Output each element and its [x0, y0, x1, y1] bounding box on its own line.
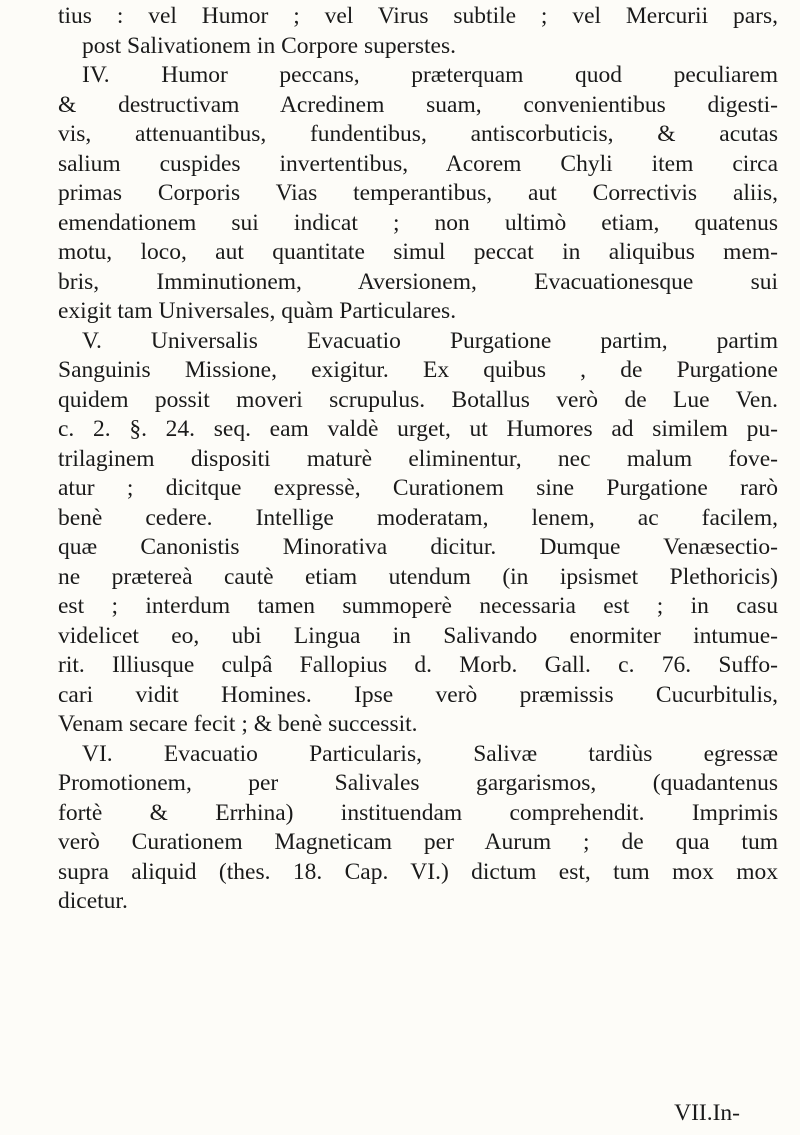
text-line: emendationem sui indicat ; non ultimò etiam, quatenus: [58, 209, 778, 236]
text-line: exigit tam Universales, quàm Particulares.: [58, 298, 457, 324]
text-line: atur ; dicitque expressè, Curationem sine Purgatione rarò: [58, 475, 778, 501]
text-line: motu, loco, aut quantitate simul peccat in aliquibus mem-: [58, 239, 778, 265]
text-line: quidem possit moveri scrupulus. Botallus verò de Lue Ven.: [58, 386, 778, 413]
text-line: bris, Imminutionem, Aversionem, Evacuationesque sui: [58, 268, 778, 295]
body-text: [58, 2, 778, 917]
text-line: post Salivationem in Corpore superstes.: [82, 32, 456, 59]
text-line: dicetur.: [58, 888, 128, 914]
text-line: c. 2. §. 24. seq. eam valdè urget, ut Humores ad similem pu-: [58, 416, 778, 442]
text-line: benè cedere. Intellige moderatam, lenem, ac facilem,: [58, 504, 778, 531]
text-line: Sanguinis Missione, exigitur. Ex quibus , de Purgatione: [58, 357, 778, 383]
text-line: trilaginem dispositi maturè eliminentur, nec malum fove-: [58, 445, 778, 472]
text-line: videlicet eo, ubi Lingua in Salivando enormiter intumue-: [58, 622, 778, 649]
text-line: vis, attenuantibus, fundentibus, antiscorbuticis, & acutas: [58, 121, 778, 147]
text-line: est ; interdum tamen summoperè necessaria est ; in casu: [58, 593, 778, 619]
catchword: VII.In-: [674, 1100, 740, 1126]
text-line: cari vidit Homines. Ipse verò præmissis Cucurbitulis,: [58, 681, 778, 708]
text-line: supra aliquid (thes. 18. Cap. VI.) dictum est, tum mox mox: [58, 858, 778, 885]
text-line: primas Corporis Vias temperantibus, aut Correctivis aliis,: [58, 180, 778, 206]
text-line: V. Universalis Evacuatio Purgatione partim, partim: [82, 327, 778, 354]
text-line: fortè & Errhina) instituendam comprehendit. Imprimis: [58, 799, 778, 826]
text-line: verò Curationem Magneticam per Aurum ; de qua tum: [58, 829, 778, 855]
text-line: IV. Humor peccans, præterquam quod peculiarem: [82, 62, 778, 88]
text-line: salium cuspides invertentibus, Acorem Chyli item circa: [58, 150, 778, 177]
text-line: & destructivam Acredinem suam, convenientibus digesti-: [58, 91, 778, 118]
text-line: tius : vel Humor ; vel Virus subtile ; vel Mercurii pars,: [58, 3, 778, 29]
text-line: VI. Evacuatio Particularis, Salivæ tardiùs egressæ: [82, 740, 778, 767]
text-line: rit. Illiusque culpâ Fallopius d. Morb. Gall. c. 76. Suffo-: [58, 652, 778, 678]
text-line: Venam secare fecit ; & benè successit.: [58, 711, 418, 737]
text-line: Promotionem, per Salivales gargarismos, (quadantenus: [58, 770, 778, 796]
text-line: ne prætereà cautè etiam utendum (in ipsismet Plethoricis): [58, 563, 778, 590]
text-line: quæ Canonistis Minorativa dicitur. Dumque Venæsectio-: [58, 534, 778, 560]
